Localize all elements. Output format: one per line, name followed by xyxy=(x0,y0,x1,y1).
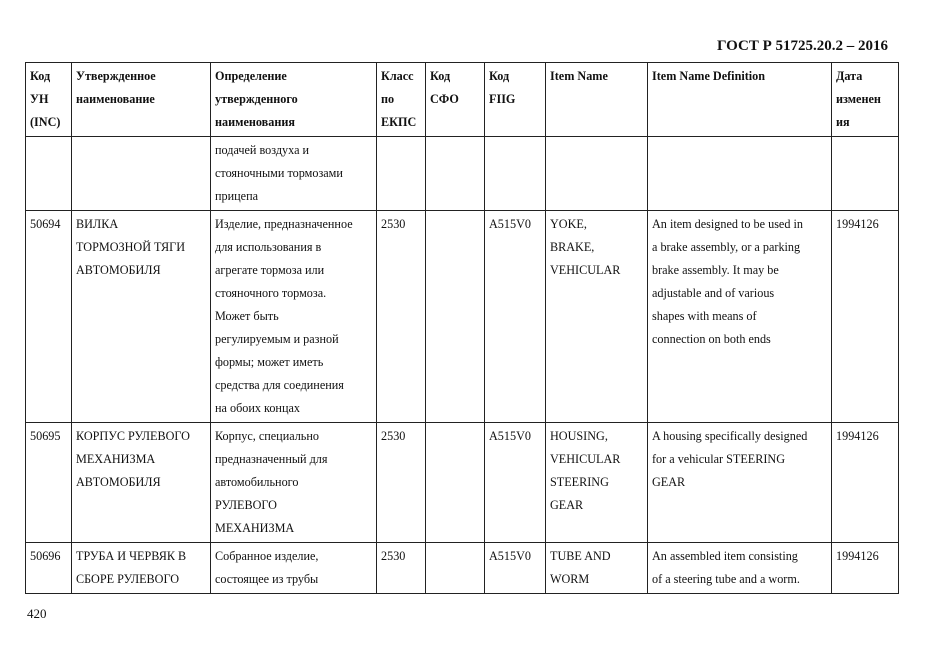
header-definition: Определение утвержденного наименования xyxy=(211,63,377,137)
cell-item-name-definition: An item designed to be used in a brake assembly, or a parking brake assembly. It may be adjustable and of various shapes with means of connection on both ends xyxy=(648,211,832,423)
table-header-row xyxy=(26,63,899,137)
cell-definition: Собранное изделие, состоящее из трубы xyxy=(211,543,377,594)
cell-definition: Корпус, специально предназначенный для автомобильного РУЛЕВОГО МЕХАНИЗМА xyxy=(211,423,377,543)
cell-fiig-code: A515V0 xyxy=(485,423,546,543)
table-row xyxy=(26,137,899,211)
header-change-date: Дата изменен ия xyxy=(832,63,899,137)
header-ekps-class: Класс по ЕКПС xyxy=(377,63,426,137)
cell-approved-name: КОРПУС РУЛЕВОГО МЕХАНИЗМА АВТОМОБИЛЯ xyxy=(72,423,211,543)
cell-inc-code: 50696 xyxy=(26,543,72,594)
table-row xyxy=(26,423,899,543)
cell-approved-name: ВИЛКА ТОРМОЗНОЙ ТЯГИ АВТОМОБИЛЯ xyxy=(72,211,211,423)
cell-change-date xyxy=(832,137,899,211)
cell-fiig-code xyxy=(485,137,546,211)
header-inc-code: Код УН (INC) xyxy=(26,63,72,137)
cell-item-name xyxy=(546,137,648,211)
cell-definition: Изделие, предназначенное для использования в агрегате тормоза или стояночного тормоза. Может быть регулируемым и разной формы; может иметь средства для соединения на обоих концах xyxy=(211,211,377,423)
cell-sfo-code xyxy=(426,137,485,211)
table-row xyxy=(26,211,899,423)
cell-sfo-code xyxy=(426,211,485,423)
cell-ekps-class: 2530 xyxy=(377,423,426,543)
header-approved-name: Утвержденное наименование xyxy=(72,63,211,137)
classification-table xyxy=(25,62,899,594)
header-item-name: Item Name xyxy=(546,63,648,137)
cell-item-name-definition: An assembled item consisting of a steering tube and a worm. xyxy=(648,543,832,594)
cell-definition: подачей воздуха и стояночными тормозами прицепа xyxy=(211,137,377,211)
cell-sfo-code xyxy=(426,543,485,594)
cell-inc-code: 50695 xyxy=(26,423,72,543)
cell-inc-code: 50694 xyxy=(26,211,72,423)
cell-item-name-definition: A housing specifically designed for a vehicular STEERING GEAR xyxy=(648,423,832,543)
header-fiig-code: Код FIIG xyxy=(485,63,546,137)
cell-change-date: 1994126 xyxy=(832,543,899,594)
header-sfo-code: Код СФО xyxy=(426,63,485,137)
cell-sfo-code xyxy=(426,423,485,543)
cell-item-name: TUBE AND WORM xyxy=(546,543,648,594)
header-item-name-definition: Item Name Definition xyxy=(648,63,832,137)
cell-change-date: 1994126 xyxy=(832,423,899,543)
cell-ekps-class: 2530 xyxy=(377,211,426,423)
document-standard-title: ГОСТ Р 51725.20.2 – 2016 xyxy=(716,38,888,54)
page-number: 420 xyxy=(27,606,47,621)
cell-item-name-definition xyxy=(648,137,832,211)
cell-approved-name xyxy=(72,137,211,211)
cell-approved-name: ТРУБА И ЧЕРВЯК В СБОРЕ РУЛЕВОГО xyxy=(72,543,211,594)
cell-ekps-class: 2530 xyxy=(377,543,426,594)
cell-item-name: HOUSING, VEHICULAR STEERING GEAR xyxy=(546,423,648,543)
cell-fiig-code: A515V0 xyxy=(485,211,546,423)
cell-ekps-class xyxy=(377,137,426,211)
cell-item-name: YOKE, BRAKE, VEHICULAR xyxy=(546,211,648,423)
cell-fiig-code: A515V0 xyxy=(485,543,546,594)
cell-inc-code xyxy=(26,137,72,211)
cell-change-date: 1994126 xyxy=(832,211,899,423)
table-row xyxy=(26,543,899,594)
